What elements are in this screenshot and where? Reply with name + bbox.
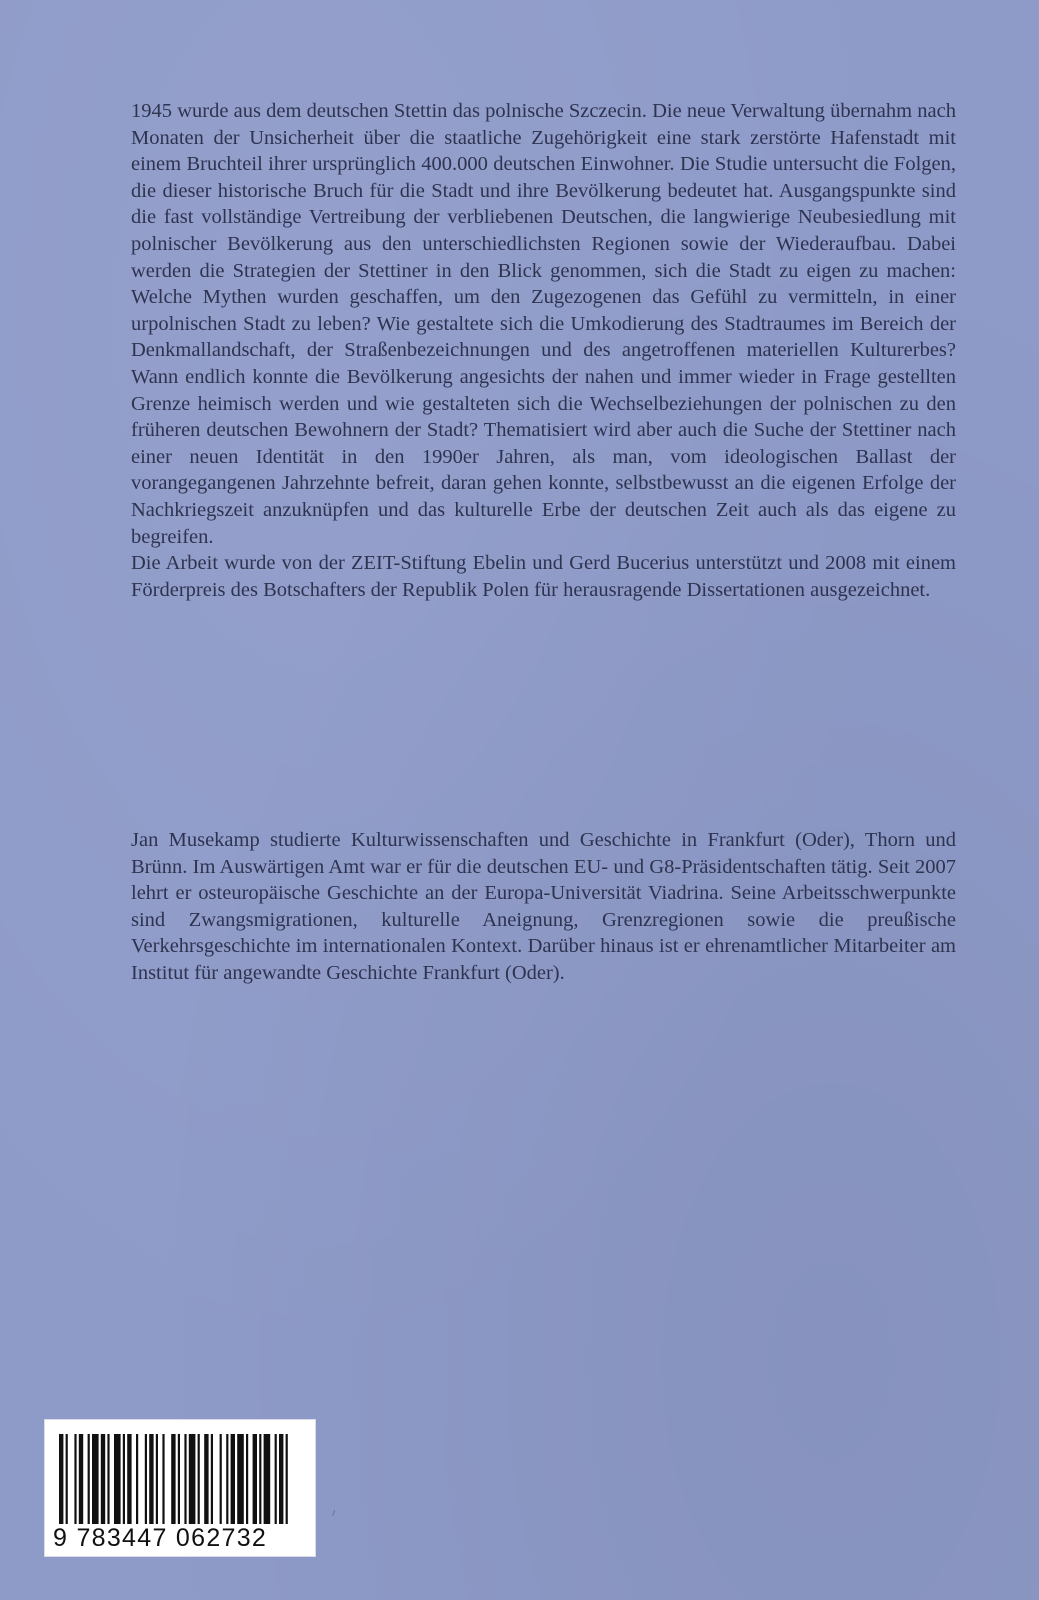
barcode-bars-icon	[59, 1434, 303, 1524]
isbn-barcode	[44, 1419, 316, 1557]
author-bio-paragraph: Jan Musekamp studierte Kulturwissenschaften und Geschichte in Frankfurt (Oder), Thorn und Brünn. Im Auswärtigen Amt war er für die deutschen EU- und G8-Präsidentschaften tätig. Seit 2007 lehrt er osteuropäische Geschichte an der Europa-Universität Viadrina. Seine Arbeitsschwerpunkte sind Zwangsmigrationen, kulturelle Aneignung, Grenzregionen sowie die preußische Verkehrsgeschichte im internationalen Kontext. Darüber hinaus ist er ehrenamtlicher Mitarbeiter am Institut für angewandte Geschichte Frankfurt (Oder).	[131, 829, 956, 984]
isbn-digits: 9 783447 062732	[53, 1524, 268, 1552]
blurb-paragraph-2: Die Arbeit wurde von der ZEIT-Stiftung Ebelin und Gerd Bucerius unterstützt und 2008 mit einem Förderpreis des Botschafters der Republik Polen für herausragende Dissertationen ausgezeichnet.	[131, 552, 956, 601]
author-biography	[131, 827, 956, 987]
stray-mark	[332, 1510, 341, 1518]
blurb-text	[131, 98, 956, 603]
blurb-paragraph-1: 1945 wurde aus dem deutschen Stettin das polnische Szczecin. Die neue Verwaltung übernahm nach Monaten der Unsicherheit über die staatliche Zugehörigkeit eine stark zerstörte Hafenstadt mit einem Bruchteil ihrer ursprünglich 400.000 deutschen Einwohner. Die Studie untersucht die Folgen, die dieser historische Bruch für die Stadt und ihre Bevölkerung bedeutet hat. Ausgangspunkte sind die fast vollständige Vertreibung der verbliebenen Deutschen, die langwierige Neubesiedlung mit polnischer Bevölkerung aus den unterschiedlichsten Regionen sowie der Wiederaufbau. Dabei werden die Strategien der Stettiner in den Blick genommen, sich die Stadt zu eigen zu machen: Welche Mythen wurden geschaffen, um den Zugezogenen das Gefühl zu vermitteln, in einer urpolnischen Stadt zu leben? Wie gestaltete sich die Umkodierung des Stadtraumes im Bereich der Denkmallandschaft, der Straßenbezeichnungen und des angetroffenen materiellen Kulturerbes? Wann endlich konnte die Bevölkerung angesichts der nahen und immer wieder in Frage gestellten Grenze heimisch werden und wie gestalteten sich die Wechselbeziehungen der polnischen zu den früheren deutschen Bewohnern der Stadt? Thematisiert wird aber auch die Suche der Stettiner nach einer neuen Identität in den 1990er Jahren, als man, vom ideologischen Ballast der vorangegangenen Jahrzehnte befreit, daran gehen konnte, selbstbewusst an die eigenen Erfolge der Nachkriegszeit anzuknüpfen und das kulturelle Erbe der deutschen Zeit auch als das eigene zu begreifen.	[131, 100, 956, 548]
